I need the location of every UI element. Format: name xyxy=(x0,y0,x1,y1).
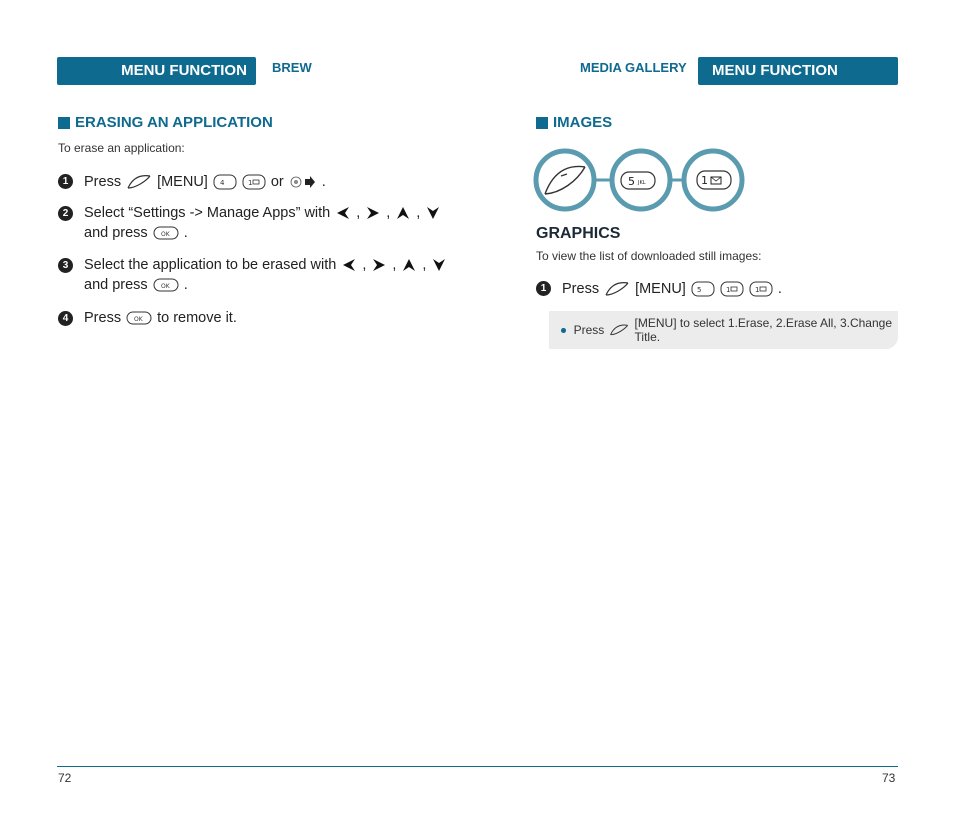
step-text: Select the application to be erased with xyxy=(84,257,337,273)
key-4-icon xyxy=(213,174,237,190)
menu-soft-key-icon xyxy=(604,280,630,298)
step-3 xyxy=(58,257,447,293)
menu-function-tab-left: MENU FUNCTION xyxy=(57,57,256,85)
section-title-images xyxy=(536,114,612,131)
svg-text:OK: OK xyxy=(134,316,143,323)
square-bullet-icon xyxy=(536,117,548,129)
key-1-icon xyxy=(242,174,266,190)
step-1 xyxy=(58,173,326,191)
separator: , xyxy=(422,257,427,273)
breadcrumb-media-gallery: MEDIA GALLERY xyxy=(580,60,687,75)
section-title-text: ERASING AN APPLICATION xyxy=(75,114,273,131)
key-sequence-illustration xyxy=(533,147,747,213)
key-5-label: 5 xyxy=(628,175,635,188)
key-1-large-icon xyxy=(684,151,742,209)
ok-key-icon xyxy=(153,278,179,292)
separator: , xyxy=(356,205,361,221)
key-1-icon xyxy=(749,281,773,297)
separator: , xyxy=(362,257,367,273)
separator: , xyxy=(416,205,421,221)
graphics-step-1 xyxy=(536,280,782,298)
step-text: . xyxy=(777,281,782,297)
key-5-icon xyxy=(691,281,715,297)
footer-rule xyxy=(57,766,898,767)
step-number: 3 xyxy=(58,258,73,273)
step-2 xyxy=(58,205,441,241)
step-text: and press xyxy=(84,277,148,293)
menu-soft-key-large-icon xyxy=(536,151,594,209)
down-arrow-icon xyxy=(425,205,441,221)
svg-text:1: 1 xyxy=(754,286,760,294)
subheading-graphics: GRAPHICS xyxy=(536,225,621,242)
ok-key-icon xyxy=(126,311,152,325)
step-text: Press xyxy=(84,310,122,326)
section-title-erasing xyxy=(58,114,273,131)
up-arrow-icon xyxy=(401,257,417,273)
note-box xyxy=(549,311,898,349)
step-text: and press xyxy=(84,225,148,241)
separator: , xyxy=(386,205,391,221)
ok-key-icon xyxy=(153,226,179,240)
left-arrow-icon xyxy=(335,205,351,221)
intro-graphics: To view the list of downloaded still images: xyxy=(536,249,762,263)
page-number-left: 72 xyxy=(58,771,72,785)
step-4 xyxy=(58,310,237,326)
step-text: . xyxy=(321,174,326,190)
up-arrow-icon xyxy=(395,205,411,221)
nav-key-right-icon xyxy=(289,175,317,189)
svg-text:5: 5 xyxy=(696,286,702,294)
menu-function-tab-right: MENU FUNCTION xyxy=(698,57,898,85)
step-text: to remove it. xyxy=(157,310,237,326)
svg-text:OK: OK xyxy=(160,283,170,290)
left-arrow-icon xyxy=(341,257,357,273)
down-arrow-icon xyxy=(431,257,447,273)
section-title-text: IMAGES xyxy=(553,114,613,131)
bullet-dot-icon xyxy=(561,328,566,333)
breadcrumb-brew: BREW xyxy=(272,60,312,75)
svg-text:1: 1 xyxy=(247,179,253,187)
step-text: . xyxy=(183,277,188,293)
step-number: 4 xyxy=(58,311,73,326)
key-1-label: 1 xyxy=(701,174,708,187)
svg-text:4: 4 xyxy=(219,179,225,187)
menu-soft-key-icon xyxy=(609,322,629,338)
key-1-icon xyxy=(720,281,744,297)
step-text: or xyxy=(270,174,284,190)
step-text: Press xyxy=(562,281,600,297)
step-text: [MENU] xyxy=(157,174,208,190)
step-number: 2 xyxy=(58,206,73,221)
svg-text:OK: OK xyxy=(160,231,170,238)
key-5-sublabel: JKL xyxy=(638,180,646,186)
step-number: 1 xyxy=(58,174,73,189)
step-text: Select “Settings -> Manage Apps” with xyxy=(84,205,331,221)
right-arrow-icon xyxy=(371,257,387,273)
page-number-right: 73 xyxy=(882,771,896,785)
note-text: [MENU] to select 1.Erase, 2.Erase All, 3.Change Title. xyxy=(634,316,893,344)
step-text: . xyxy=(183,225,188,241)
intro-erase: To erase an application: xyxy=(58,141,185,155)
note-text: Press xyxy=(573,323,605,337)
right-arrow-icon xyxy=(365,205,381,221)
step-number: 1 xyxy=(536,281,551,296)
menu-soft-key-icon xyxy=(126,173,152,191)
square-bullet-icon xyxy=(58,117,70,129)
key-5-large-icon xyxy=(612,151,670,209)
svg-text:1: 1 xyxy=(725,286,731,294)
separator: , xyxy=(392,257,397,273)
step-text: [MENU] xyxy=(635,281,686,297)
step-text: Press xyxy=(84,174,122,190)
